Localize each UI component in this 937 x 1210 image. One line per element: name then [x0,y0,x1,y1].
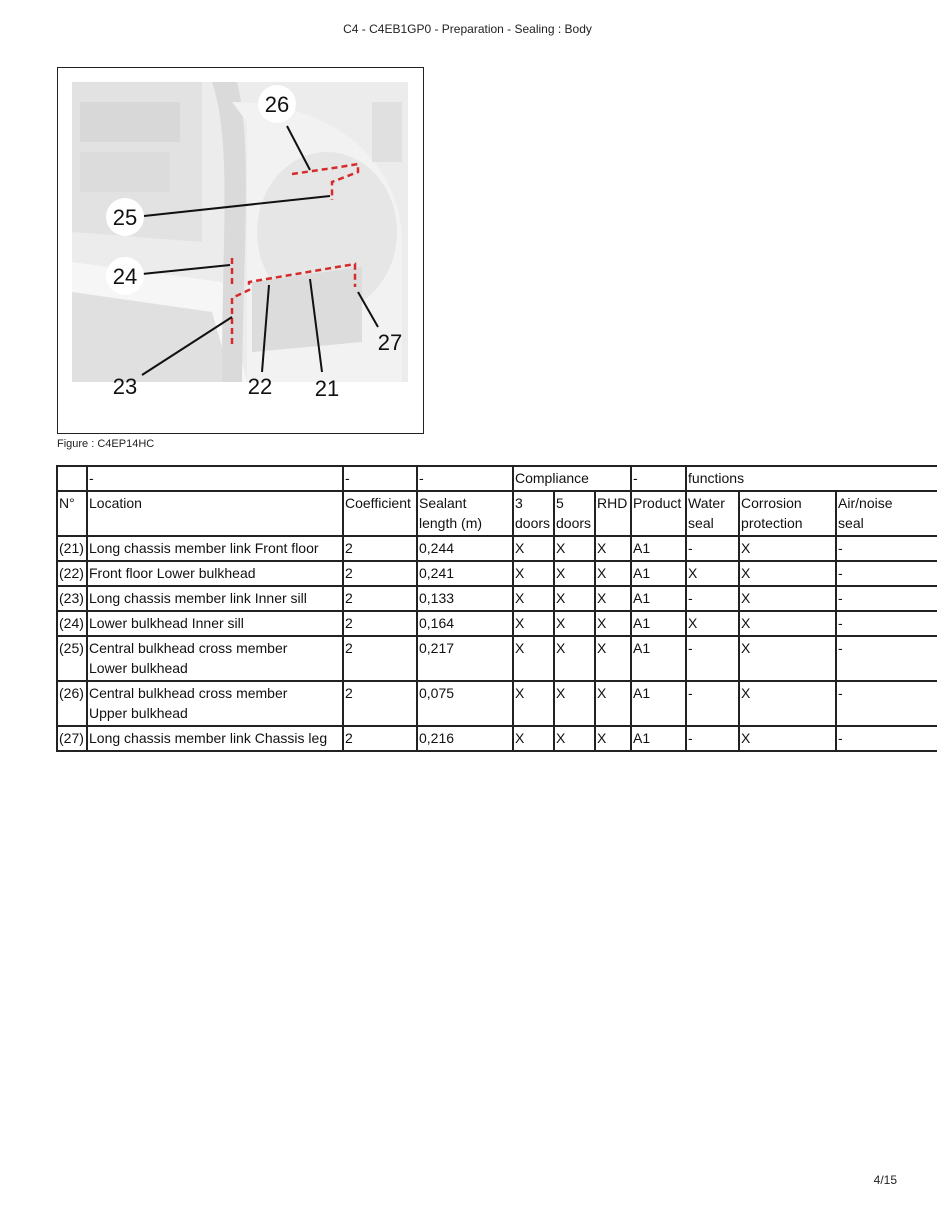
cell-water-seal: X [686,611,739,636]
cell-5-doors: X [554,561,595,586]
cell-corrosion: X [739,611,836,636]
cell-3-doors: X [513,726,554,751]
cell-3-doors: X [513,586,554,611]
sealing-table-container [56,465,892,752]
cell-product: A1 [631,636,686,681]
cell-length: 0,216 [417,726,513,751]
cell-location: Lower bulkhead Inner sill [87,611,343,636]
header-coefficient: Coefficient [343,491,417,536]
group-cell-compliance: Compliance [513,466,631,491]
table-row [57,636,937,681]
figure-caption: Figure : C4EP14HC [57,438,155,450]
cell-corrosion: X [739,536,836,561]
group-cell-coefficient: - [343,466,417,491]
cell-3-doors: X [513,536,554,561]
cell-5-doors: X [554,536,595,561]
page-title: C4 - C4EB1GP0 - Preparation - Sealing : Body [343,22,592,36]
cell-water-seal: - [686,586,739,611]
column-header-row [57,491,937,536]
cell-air-noise: - [836,586,937,611]
callout-26: 26 [264,92,290,117]
callout-24: 24 [112,264,138,289]
callout-27: 27 [377,330,403,355]
header-rhd: RHD [595,491,631,536]
cell-corrosion: X [739,636,836,681]
cell-rhd: X [595,726,631,751]
cell-5-doors: X [554,636,595,681]
cell-coefficient: 2 [343,726,417,751]
cell-product: A1 [631,681,686,726]
cell-rhd: X [595,681,631,726]
cell-length: 0,133 [417,586,513,611]
group-cell-location: - [87,466,343,491]
cell-coefficient: 2 [343,681,417,726]
cell-rhd: X [595,611,631,636]
cell-product: A1 [631,536,686,561]
figure-frame [57,67,424,434]
cell-3-doors: X [513,561,554,586]
cell-product: A1 [631,586,686,611]
cell-5-doors: X [554,611,595,636]
cell-n: (22) [57,561,87,586]
cell-length: 0,075 [417,681,513,726]
cell-corrosion: X [739,726,836,751]
cell-length: 0,241 [417,561,513,586]
cell-n: (21) [57,536,87,561]
cell-rhd: X [595,561,631,586]
cell-corrosion: X [739,681,836,726]
cell-corrosion: X [739,586,836,611]
cell-length: 0,217 [417,636,513,681]
sealing-table [56,465,937,752]
body-sealing-illustration [72,82,408,401]
cell-product: A1 [631,726,686,751]
cell-air-noise: - [836,561,937,586]
header-5-doors: 5 doors [554,491,595,536]
cell-water-seal: X [686,561,739,586]
cell-5-doors: X [554,726,595,751]
table-row [57,726,937,751]
cell-3-doors: X [513,636,554,681]
cell-air-noise: - [836,636,937,681]
group-cell-product: - [631,466,686,491]
cell-n: (25) [57,636,87,681]
cell-location: Long chassis member link Front floor [87,536,343,561]
cell-n: (24) [57,611,87,636]
cell-5-doors: X [554,681,595,726]
cell-location: Long chassis member link Chassis leg [87,726,343,751]
cell-water-seal: - [686,726,739,751]
cell-air-noise: - [836,681,937,726]
cell-product: A1 [631,561,686,586]
cell-length: 0,244 [417,536,513,561]
header-n: N° [57,491,87,536]
group-cell-length: - [417,466,513,491]
cell-coefficient: 2 [343,611,417,636]
group-cell-n [57,466,87,491]
callout-25: 25 [112,205,138,230]
callout-21: 21 [314,376,340,401]
cell-n: (27) [57,726,87,751]
header-corrosion-protection: Corrosion protection [739,491,836,536]
group-header-row [57,466,937,491]
cell-location: Long chassis member link Inner sill [87,586,343,611]
cell-location: Front floor Lower bulkhead [87,561,343,586]
cell-location: Central bulkhead cross member Upper bulkhead [87,681,343,726]
cell-rhd: X [595,586,631,611]
cell-coefficient: 2 [343,636,417,681]
cell-length: 0,164 [417,611,513,636]
table-row [57,536,937,561]
cell-corrosion: X [739,561,836,586]
cell-coefficient: 2 [343,536,417,561]
group-cell-functions: functions [686,466,937,491]
callout-22: 22 [247,374,273,399]
cell-water-seal: - [686,536,739,561]
table-row [57,586,937,611]
table-row [57,681,937,726]
header-3-doors: 3 doors [513,491,554,536]
callout-23: 23 [112,374,138,399]
cell-coefficient: 2 [343,586,417,611]
cell-coefficient: 2 [343,561,417,586]
cell-air-noise: - [836,611,937,636]
cell-3-doors: X [513,681,554,726]
table-row [57,561,937,586]
cell-air-noise: - [836,536,937,561]
cell-water-seal: - [686,636,739,681]
header-location: Location [87,491,343,536]
header-product: Product [631,491,686,536]
page-number: 4/15 [873,1173,897,1187]
cell-air-noise: - [836,726,937,751]
cell-5-doors: X [554,586,595,611]
cell-product: A1 [631,611,686,636]
cell-water-seal: - [686,681,739,726]
header-sealant-length: Sealant length (m) [417,491,513,536]
header-water-seal: Water seal [686,491,739,536]
cell-n: (26) [57,681,87,726]
cell-rhd: X [595,636,631,681]
cell-rhd: X [595,536,631,561]
table-row [57,611,937,636]
header-air-noise-seal: Air/noise seal [836,491,937,536]
cell-n: (23) [57,586,87,611]
cell-location: Central bulkhead cross member Lower bulkhead [87,636,343,681]
cell-3-doors: X [513,611,554,636]
